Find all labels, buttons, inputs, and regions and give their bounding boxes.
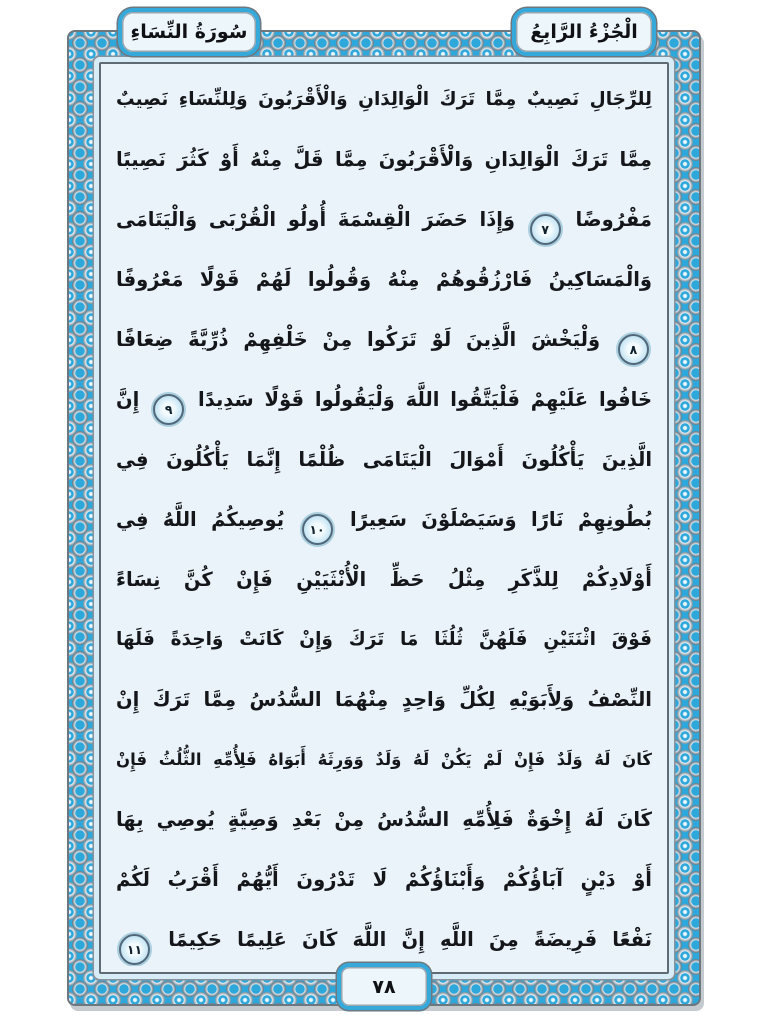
quran-text-segment: النِّصْفُ وَلِأَبَوَيْهِ لِكُلِّ وَاحِدٍ مِنْهُمَا السُّدُسُ مِمَّا تَرَكَ إِنْ [116,688,652,711]
quran-line [116,130,652,190]
ayah-end-marker: ١٠ [302,514,333,545]
quran-line [116,370,652,430]
quran-line [116,910,652,966]
quran-text-segment: يُوصِيكُمُ اللَّهُ فِي [116,508,285,531]
quran-line [116,490,652,550]
quran-text-segment: الَّذِينَ يَأْكُلُونَ أَمْوَالَ الْيَتَامَى ظُلْمًا إِنَّمَا يَأْكُلُونَ فِي [116,448,652,471]
quran-text-segment: مَفْرُوضًا [575,208,652,231]
quran-text-segment: بُطُونِهِمْ نَارًا وَسَيَصْلَوْنَ سَعِيرًا [349,508,652,531]
quran-line [116,70,652,130]
quran-text-segment: وَلْيَخْشَ الَّذِينَ لَوْ تَرَكُوا مِنْ خَلْفِهِمْ ذُرِّيَّةً ضِعَافًا [116,328,601,351]
quran-text-segment: إِنَّ [116,388,140,411]
quran-line [116,610,652,670]
quran-text-segment: كَانَ لَهُ وَلَدٌ فَإِنْ لَمْ يَكُنْ لَهُ وَلَدٌ وَوَرِثَهُ أَبَوَاهُ فَلِأُمِّهِ الثُّلُثُ فَإِنْ [116,750,652,769]
quran-text-segment: نَفْعًا فَرِيضَةً مِنَ اللَّهِ إِنَّ اللَّهَ كَانَ عَلِيمًا حَكِيمًا [168,928,652,951]
quran-line [116,850,652,910]
surah-header-cartouche [118,8,260,56]
ayah-end-marker: ١١ [119,934,150,965]
quran-line [116,190,652,250]
ornamental-border-frame [67,30,701,1006]
quran-text-segment: أَوْلَادِكُمْ لِلذَّكَرِ مِثْلُ حَظِّ الْأُنْثَيَيْنِ فَإِنْ كُنَّ نِسَاءً [116,568,652,591]
quran-line [116,670,652,730]
quran-text-segment: وَالْمَسَاكِينُ فَارْزُقُوهُمْ مِنْهُ وَقُولُوا لَهُمْ قَوْلًا مَعْرُوفًا [116,268,652,291]
quran-line [116,550,652,610]
quran-line [116,250,652,310]
quran-text-segment: أَوْ دَيْنٍ آبَاؤُكُمْ وَأَبْنَاؤُكُمْ لَا تَدْرُونَ أَيُّهُمْ أَقْرَبُ لَكُمْ [116,868,652,891]
quran-text-segment: خَافُوا عَلَيْهِمْ فَلْيَتَّقُوا اللَّهَ وَلْيَقُولُوا قَوْلًا سَدِيدًا [198,388,652,411]
ayah-end-marker: ٨ [618,334,649,365]
page-number: ٧٨ [372,975,396,998]
page-number-cartouche [337,963,431,1010]
quran-text-block [116,70,652,966]
juz-label: الْجُزْءُ الرَّابِعُ [530,21,638,43]
quran-line [116,730,652,790]
quran-line [116,790,652,850]
quran-text-segment: لِلرِّجَالِ نَصِيبٌ مِمَّا تَرَكَ الْوَالِدَانِ وَالْأَقْرَبُونَ وَلِلنِّسَاءِ نَصِيبٌ [116,89,652,110]
quran-line [116,430,652,490]
surah-label: سُورَةُ النِّسَاءِ [130,21,248,43]
text-panel [99,62,669,974]
quran-text-segment: كَانَ لَهُ إِخْوَةٌ فَلِأُمِّهِ السُّدُسُ مِنْ بَعْدِ وَصِيَّةٍ يُوصِي بِهَا [116,808,652,831]
juz-header-cartouche [512,8,656,56]
quran-line [116,310,652,370]
quran-text-segment: مِمَّا تَرَكَ الْوَالِدَانِ وَالْأَقْرَبُونَ مِمَّا قَلَّ مِنْهُ أَوْ كَثُرَ نَصِيبًا [116,148,652,171]
ayah-end-marker: ٩ [153,394,184,425]
quran-text-segment: وَإِذَا حَضَرَ الْقِسْمَةَ أُولُو الْقُرْبَى وَالْيَتَامَى [116,208,516,231]
quran-text-segment: فَوْقَ اثْنَتَيْنِ فَلَهُنَّ ثُلُثَا مَا تَرَكَ وَإِنْ كَانَتْ وَاحِدَةً فَلَهَا [116,629,652,650]
ayah-end-marker: ٧ [530,214,561,245]
